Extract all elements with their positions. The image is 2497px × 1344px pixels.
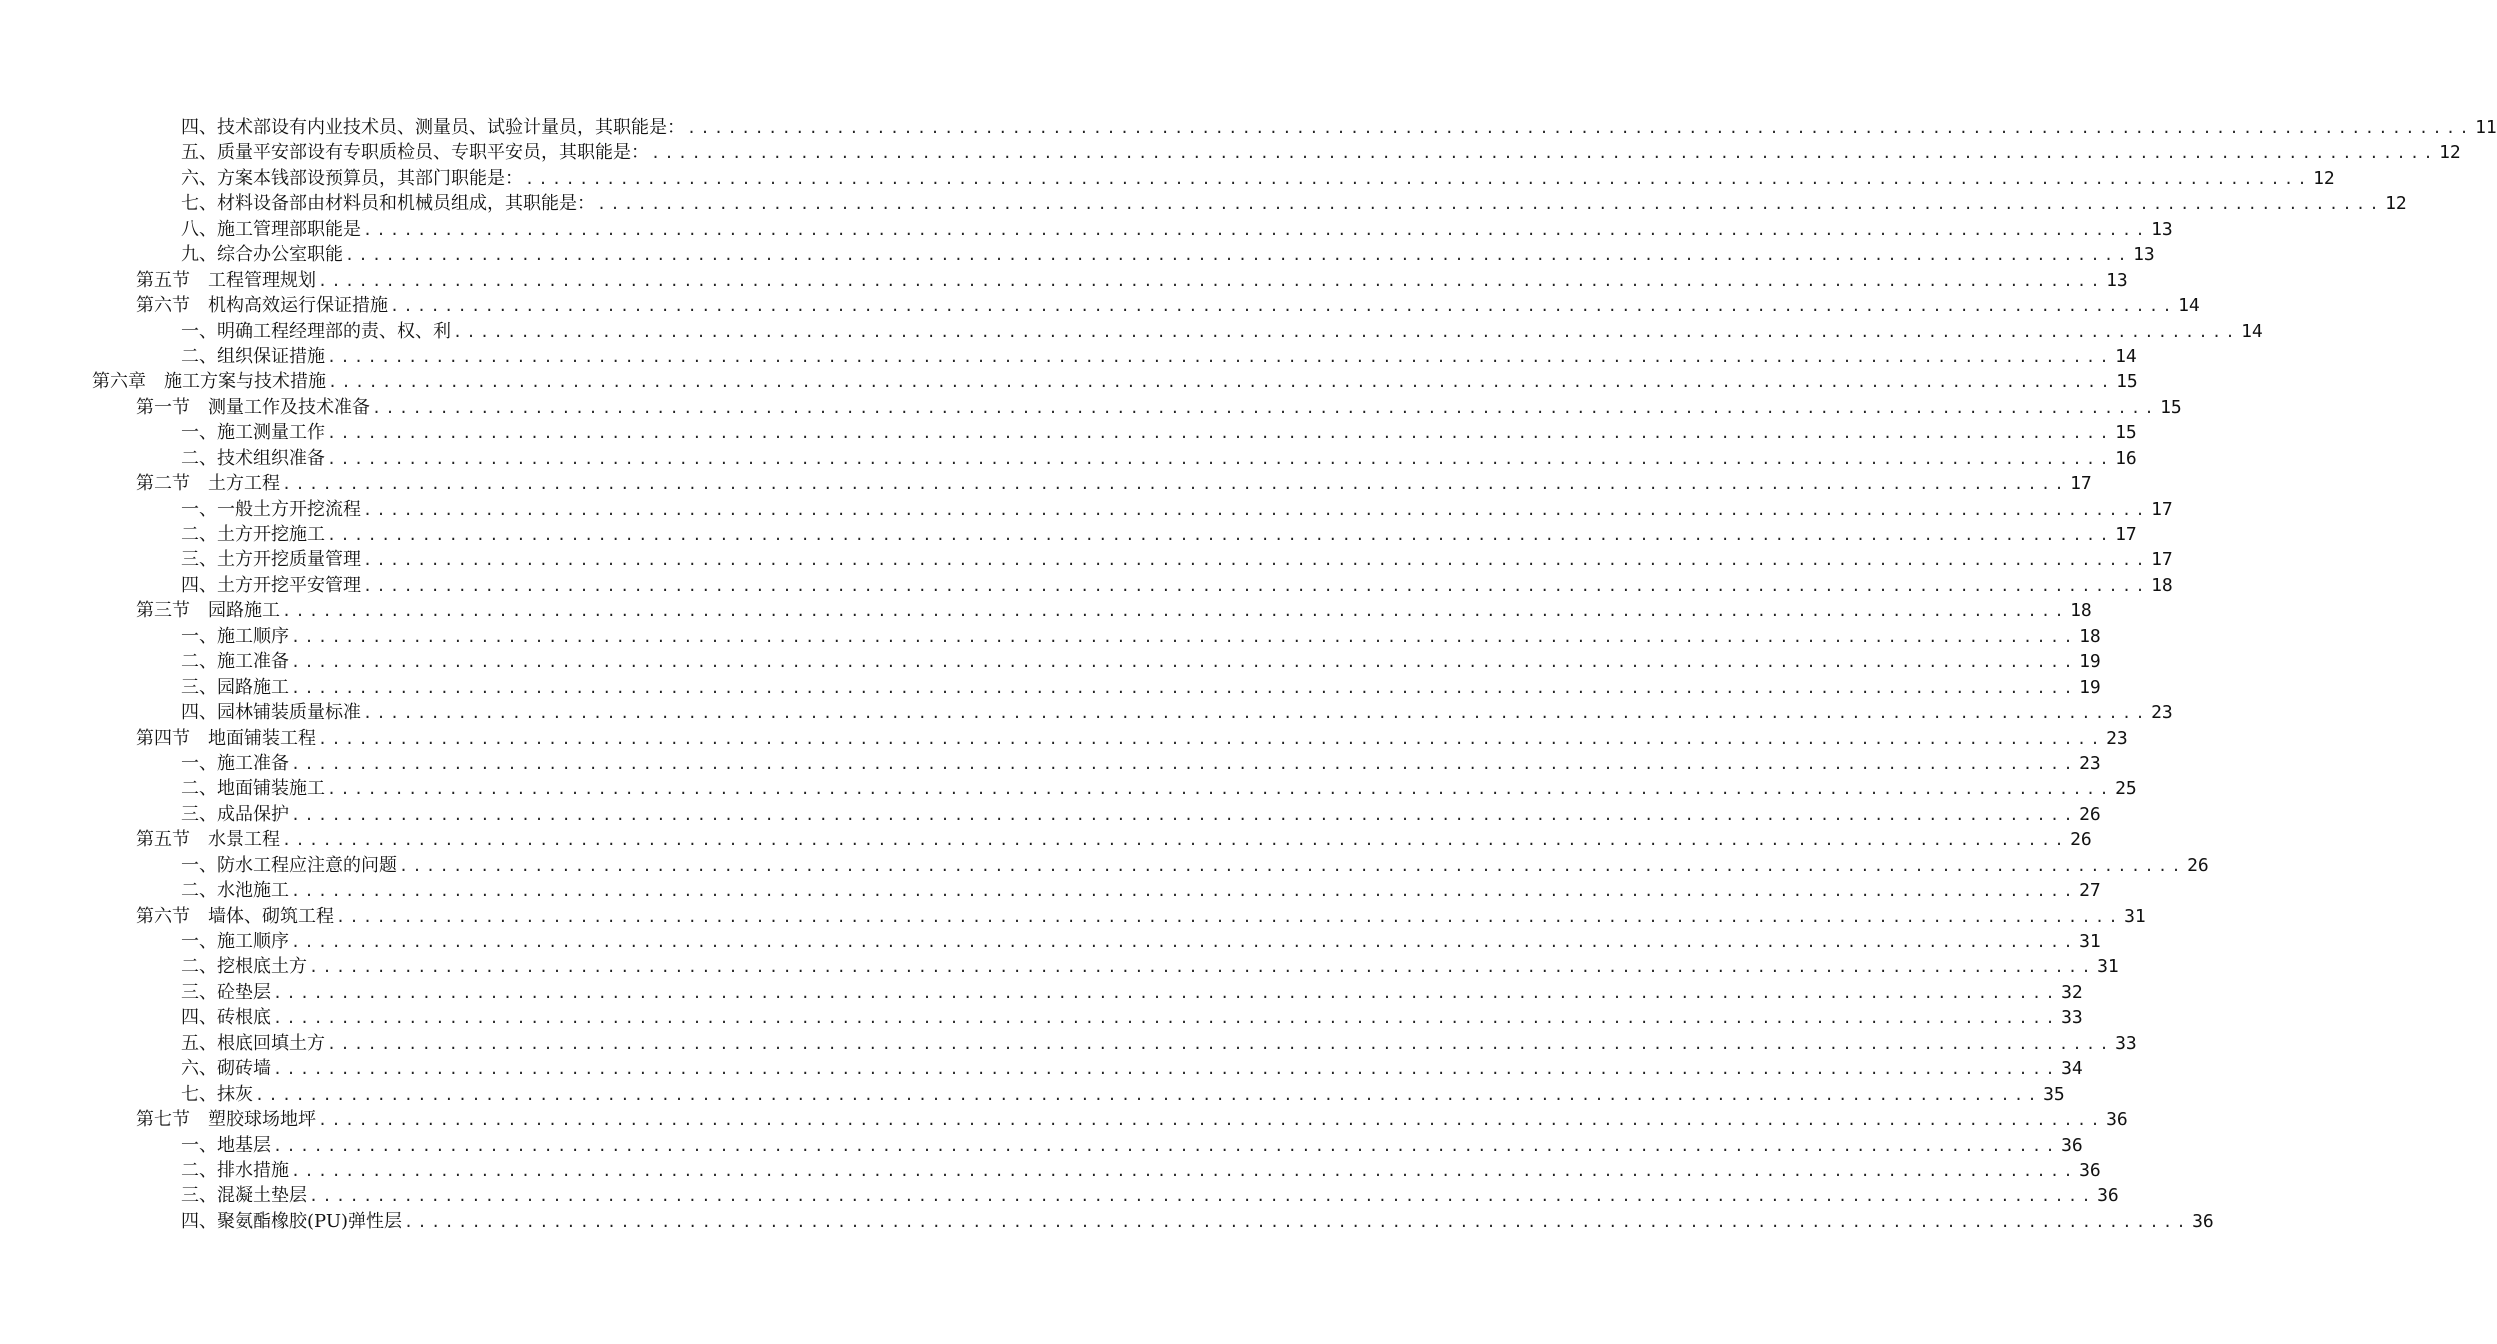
toc-dot-leader: .................................................................................................................................... bbox=[327, 347, 2114, 366]
toc-entry-19[interactable] bbox=[0, 573, 2173, 598]
toc-entry-37[interactable] bbox=[0, 1031, 2137, 1056]
toc-entry-3[interactable] bbox=[0, 166, 2335, 191]
toc-dot-leader: .................................................................................................................................... bbox=[291, 882, 2078, 901]
toc-dot-leader: .................................................................................................................................... bbox=[363, 500, 2150, 519]
toc-entry-page-number: 25 bbox=[2115, 778, 2137, 800]
toc-entry-24[interactable] bbox=[0, 700, 2173, 725]
toc-dot-leader: .................................................................................................................................... bbox=[651, 144, 2438, 163]
toc-entry-title: 三、砼垫层 bbox=[181, 981, 271, 1003]
toc-entry-title: 三、混凝土垫层 bbox=[181, 1185, 307, 1207]
toc-entry-32[interactable] bbox=[0, 904, 2146, 929]
toc-dot-leader: .................................................................................................................................... bbox=[291, 805, 2078, 824]
toc-entry-line bbox=[136, 268, 2128, 294]
toc-entry-page-number: 31 bbox=[2097, 956, 2119, 978]
toc-entry-28[interactable] bbox=[0, 802, 2101, 827]
toc-entry-title: 第四节 地面铺装工程 bbox=[136, 727, 316, 749]
toc-entry-26[interactable] bbox=[0, 751, 2101, 776]
toc-entry-line bbox=[181, 1005, 2083, 1031]
toc-entry-12[interactable] bbox=[0, 395, 2182, 420]
toc-entry-title: 二、组织保证措施 bbox=[181, 345, 325, 367]
toc-dot-leader: .................................................................................................................................... bbox=[372, 398, 2159, 417]
toc-entry-title: 第一节 测量工作及技术准备 bbox=[136, 396, 370, 418]
toc-entry-page-number: 18 bbox=[2070, 600, 2092, 622]
toc-entry-line bbox=[181, 140, 2461, 166]
toc-dot-leader: .................................................................................................................................... bbox=[327, 1034, 2114, 1053]
toc-entry-page-number: 16 bbox=[2115, 447, 2137, 469]
toc-entry-34[interactable] bbox=[0, 954, 2119, 979]
toc-entry-11[interactable] bbox=[0, 369, 2138, 394]
toc-dot-leader: .................................................................................................................................... bbox=[404, 1212, 2191, 1231]
toc-entry-line bbox=[181, 344, 2137, 370]
toc-entry-23[interactable] bbox=[0, 675, 2101, 700]
toc-entry-line bbox=[181, 115, 2497, 141]
toc-dot-leader: .................................................................................................................................... bbox=[309, 958, 2096, 977]
toc-entry-line bbox=[92, 369, 2138, 395]
toc-entry-title: 一、施工顺序 bbox=[181, 625, 289, 647]
toc-entry-9[interactable] bbox=[0, 319, 2263, 344]
toc-dot-leader: .................................................................................................................................... bbox=[327, 424, 2114, 443]
toc-entry-page-number: 26 bbox=[2079, 803, 2101, 825]
toc-entry-line bbox=[181, 1158, 2101, 1184]
toc-dot-leader: .................................................................................................................................... bbox=[282, 602, 2069, 621]
toc-entry-title: 第六章 施工方案与技术措施 bbox=[92, 371, 326, 393]
toc-entry-line bbox=[181, 1056, 2083, 1082]
toc-dot-leader: .................................................................................................................................... bbox=[309, 1187, 2096, 1206]
toc-dot-leader: .................................................................................................................................... bbox=[597, 195, 2384, 214]
toc-dot-leader: .................................................................................................................................... bbox=[273, 1009, 2060, 1028]
toc-entry-30[interactable] bbox=[0, 853, 2209, 878]
toc-entry-page-number: 18 bbox=[2079, 625, 2101, 647]
toc-entry-title: 一、施工准备 bbox=[181, 752, 289, 774]
toc-entry-page-number: 13 bbox=[2151, 218, 2173, 240]
toc-entry-page-number: 32 bbox=[2061, 981, 2083, 1003]
toc-entry-line bbox=[181, 675, 2101, 701]
toc-entry-17[interactable] bbox=[0, 522, 2137, 547]
toc-entry-title: 五、质量平安部设有专职质检员、专职平安员，其职能是： bbox=[181, 142, 649, 164]
toc-dot-leader: .................................................................................................................................... bbox=[291, 1161, 2078, 1180]
toc-dot-leader: .................................................................................................................................... bbox=[399, 856, 2186, 875]
toc-entry-title: 二、土方开挖施工 bbox=[181, 524, 325, 545]
toc-dot-leader: .................................................................................................................................... bbox=[453, 322, 2240, 341]
toc-entry-page-number: 35 bbox=[2043, 1083, 2065, 1105]
toc-entry-25[interactable] bbox=[0, 726, 2128, 751]
toc-entry-40[interactable] bbox=[0, 1107, 2128, 1132]
toc-entry-title: 三、园路施工 bbox=[181, 676, 289, 698]
toc-entry-title: 第三节 园路施工 bbox=[136, 600, 280, 622]
toc-entry-title: 第五节 水景工程 bbox=[136, 829, 280, 851]
toc-entry-line bbox=[181, 802, 2101, 828]
toc-entry-page-number: 12 bbox=[2439, 142, 2461, 164]
toc-entry-line bbox=[181, 853, 2209, 879]
toc-entry-line bbox=[181, 242, 2155, 268]
toc-entry-line bbox=[181, 980, 2083, 1006]
toc-entry-line bbox=[181, 1183, 2119, 1209]
toc-entry-title: 一、施工测量工作 bbox=[181, 422, 325, 444]
toc-dot-leader: .................................................................................................................................... bbox=[327, 526, 2114, 544]
toc-entry-7[interactable] bbox=[0, 268, 2128, 293]
toc-entry-page-number: 14 bbox=[2241, 320, 2263, 342]
toc-entry-page-number: 36 bbox=[2061, 1134, 2083, 1156]
toc-entry-line bbox=[181, 217, 2173, 243]
toc-dot-leader: .................................................................................................................................... bbox=[390, 297, 2177, 316]
toc-entry-21[interactable] bbox=[0, 624, 2101, 649]
toc-entry-page-number: 36 bbox=[2192, 1210, 2214, 1232]
toc-entry-page-number: 19 bbox=[2079, 676, 2101, 698]
toc-dot-leader: .................................................................................................................................... bbox=[687, 119, 2474, 137]
toc-entry-line bbox=[181, 446, 2137, 472]
toc-entry-27[interactable] bbox=[0, 776, 2137, 801]
toc-entry-41[interactable] bbox=[0, 1133, 2083, 1158]
toc-entry-title: 三、成品保护 bbox=[181, 803, 289, 825]
toc-entry-title: 二、水池施工 bbox=[181, 880, 289, 902]
toc-entry-line bbox=[181, 624, 2101, 650]
toc-entry-page-number: 14 bbox=[2178, 295, 2200, 317]
toc-entry-page-number: 17 bbox=[2151, 498, 2173, 520]
toc-entry-page-number: 15 bbox=[2115, 422, 2137, 444]
toc-entry-line bbox=[181, 700, 2173, 726]
toc-dot-leader: .................................................................................................................................... bbox=[318, 271, 2105, 290]
toc-dot-leader: .................................................................................................................................... bbox=[282, 831, 2069, 850]
toc-entry-line bbox=[136, 1107, 2128, 1133]
toc-entry-line bbox=[136, 471, 2092, 497]
toc-entry-20[interactable] bbox=[0, 598, 2092, 623]
toc-entry-page-number: 34 bbox=[2061, 1058, 2083, 1080]
toc-entry-page-number: 23 bbox=[2106, 727, 2128, 749]
toc-entry-line bbox=[181, 319, 2263, 345]
toc-entry-page-number: 31 bbox=[2124, 905, 2146, 927]
toc-entry-line bbox=[136, 395, 2182, 421]
toc-entry-title: 第六节 墙体、砌筑工程 bbox=[136, 905, 334, 927]
toc-entry-page-number: 31 bbox=[2079, 931, 2101, 952]
toc-entry-page-number: 36 bbox=[2079, 1159, 2101, 1181]
toc-entry-title: 第五节 工程管理规划 bbox=[136, 269, 316, 291]
toc-entry-line bbox=[181, 420, 2137, 446]
toc-entry-line bbox=[181, 751, 2101, 777]
toc-entry-page-number: 36 bbox=[2097, 1185, 2119, 1207]
toc-entry-page-number: 23 bbox=[2079, 752, 2101, 774]
table-of-contents bbox=[0, 115, 2497, 1234]
toc-dot-leader: .................................................................................................................................... bbox=[273, 983, 2060, 1002]
toc-entry-title: 六、砌砖墙 bbox=[181, 1058, 271, 1080]
toc-dot-leader: .................................................................................................................................... bbox=[318, 1111, 2105, 1130]
toc-entry-line bbox=[181, 1133, 2083, 1159]
toc-entry-16[interactable] bbox=[0, 497, 2173, 522]
toc-entry-title: 四、园林铺装质量标准 bbox=[181, 702, 361, 724]
toc-entry-38[interactable] bbox=[0, 1056, 2083, 1081]
toc-entry-title: 一、防水工程应注意的问题 bbox=[181, 854, 397, 876]
toc-dot-leader: .................................................................................................................................... bbox=[363, 220, 2150, 239]
toc-entry-line bbox=[136, 904, 2146, 930]
toc-entry-2[interactable] bbox=[0, 140, 2461, 165]
toc-entry-line bbox=[181, 547, 2173, 573]
toc-entry-title: 第二节 土方工程 bbox=[136, 473, 280, 495]
toc-dot-leader: .................................................................................................................................... bbox=[363, 576, 2150, 595]
toc-entry-4[interactable] bbox=[0, 191, 2407, 216]
toc-entry-22[interactable] bbox=[0, 649, 2101, 674]
toc-entry-title: 四、技术部设有内业技术员、测量员、试验计量员，其职能是： bbox=[181, 117, 685, 138]
toc-dot-leader: .................................................................................................................................... bbox=[291, 627, 2078, 646]
toc-entry-line bbox=[181, 1031, 2137, 1057]
toc-entry-title: 四、砖根底 bbox=[181, 1007, 271, 1029]
toc-entry-title: 七、材料设备部由材料员和机械员组成，其职能是： bbox=[181, 193, 595, 215]
toc-entry-title: 四、土方开挖平安管理 bbox=[181, 574, 361, 596]
toc-entry-title: 二、施工准备 bbox=[181, 651, 289, 673]
toc-entry-page-number: 13 bbox=[2133, 244, 2155, 266]
toc-entry-title: 一、明确工程经理部的责、权、利 bbox=[181, 320, 451, 342]
toc-entry-page-number: 23 bbox=[2151, 702, 2173, 724]
toc-dot-leader: .................................................................................................................................... bbox=[525, 169, 2312, 188]
toc-dot-leader: .................................................................................................................................... bbox=[345, 246, 2132, 265]
toc-entry-page-number: 17 bbox=[2070, 473, 2092, 495]
toc-entry-title: 二、挖根底土方 bbox=[181, 956, 307, 978]
toc-entry-page-number: 26 bbox=[2070, 829, 2092, 851]
toc-entry-title: 二、地面铺装施工 bbox=[181, 778, 325, 800]
toc-entry-title: 五、根底回填土方 bbox=[181, 1032, 325, 1054]
toc-entry-page-number: 19 bbox=[2079, 651, 2101, 673]
toc-dot-leader: .................................................................................................................................... bbox=[363, 551, 2150, 570]
toc-dot-leader: .................................................................................................................................... bbox=[318, 729, 2105, 748]
toc-entry-line bbox=[181, 649, 2101, 675]
toc-entry-14[interactable] bbox=[0, 446, 2137, 471]
toc-entry-29[interactable] bbox=[0, 827, 2092, 852]
toc-entry-page-number: 11 bbox=[2475, 117, 2497, 138]
toc-dot-leader: .................................................................................................................................... bbox=[282, 475, 2069, 494]
toc-entry-line bbox=[181, 166, 2335, 192]
toc-entry-line bbox=[181, 522, 2137, 548]
toc-entry-page-number: 12 bbox=[2313, 167, 2335, 189]
toc-entry-10[interactable] bbox=[0, 344, 2137, 369]
toc-entry-5[interactable] bbox=[0, 217, 2173, 242]
toc-entry-1[interactable] bbox=[0, 115, 2497, 140]
toc-entry-line bbox=[136, 598, 2092, 624]
toc-entry-title: 一、施工顺序 bbox=[181, 931, 289, 952]
toc-entry-line bbox=[181, 573, 2173, 599]
toc-entry-44[interactable] bbox=[0, 1209, 2214, 1234]
toc-entry-title: 一、一般土方开挖流程 bbox=[181, 498, 361, 520]
toc-dot-leader: .................................................................................................................................... bbox=[291, 933, 2078, 951]
toc-entry-page-number: 12 bbox=[2385, 193, 2407, 215]
toc-entry-page-number: 15 bbox=[2116, 371, 2138, 393]
toc-entry-title: 八、施工管理部职能是 bbox=[181, 218, 361, 240]
toc-dot-leader: .................................................................................................................................... bbox=[328, 373, 2115, 392]
toc-entry-line bbox=[136, 726, 2128, 752]
toc-entry-line bbox=[181, 497, 2173, 523]
toc-entry-line bbox=[181, 878, 2101, 904]
toc-entry-line bbox=[181, 1209, 2214, 1235]
toc-entry-line bbox=[181, 191, 2407, 217]
toc-entry-line bbox=[181, 776, 2137, 802]
toc-entry-line bbox=[181, 1082, 2065, 1108]
toc-entry-title: 九、综合办公室职能 bbox=[181, 244, 343, 266]
toc-entry-13[interactable] bbox=[0, 420, 2137, 445]
toc-entry-15[interactable] bbox=[0, 471, 2092, 496]
toc-entry-page-number: 17 bbox=[2151, 549, 2173, 571]
toc-entry-page-number: 33 bbox=[2115, 1032, 2137, 1054]
toc-entry-39[interactable] bbox=[0, 1082, 2065, 1107]
toc-dot-leader: .................................................................................................................................... bbox=[291, 754, 2078, 773]
toc-entry-35[interactable] bbox=[0, 980, 2083, 1005]
toc-dot-leader: .................................................................................................................................... bbox=[291, 678, 2078, 697]
toc-entry-title: 第六节 机构高效运行保证措施 bbox=[136, 295, 388, 317]
toc-entry-line bbox=[136, 827, 2092, 853]
toc-entry-title: 二、技术组织准备 bbox=[181, 447, 325, 469]
toc-entry-18[interactable] bbox=[0, 547, 2173, 572]
toc-entry-line bbox=[181, 929, 2101, 955]
toc-entry-43[interactable] bbox=[0, 1183, 2119, 1208]
toc-entry-42[interactable] bbox=[0, 1158, 2101, 1183]
toc-entry-page-number: 33 bbox=[2061, 1007, 2083, 1029]
toc-entry-title: 三、土方开挖质量管理 bbox=[181, 549, 361, 571]
toc-dot-leader: .................................................................................................................................... bbox=[255, 1085, 2042, 1104]
toc-entry-title: 二、排水措施 bbox=[181, 1159, 289, 1181]
toc-entry-line bbox=[136, 293, 2200, 319]
toc-entry-title: 第七节 塑胶球场地坪 bbox=[136, 1109, 316, 1131]
toc-entry-page-number: 17 bbox=[2115, 524, 2137, 545]
toc-dot-leader: .................................................................................................................................... bbox=[363, 704, 2150, 723]
toc-entry-page-number: 27 bbox=[2079, 880, 2101, 902]
toc-entry-33[interactable] bbox=[0, 929, 2101, 954]
toc-dot-leader: .................................................................................................................................... bbox=[327, 449, 2114, 468]
toc-entry-8[interactable] bbox=[0, 293, 2200, 318]
toc-entry-page-number: 13 bbox=[2106, 269, 2128, 291]
toc-dot-leader: .................................................................................................................................... bbox=[273, 1060, 2060, 1079]
toc-dot-leader: .................................................................................................................................... bbox=[336, 907, 2123, 926]
toc-dot-leader: .................................................................................................................................... bbox=[291, 653, 2078, 672]
toc-entry-6[interactable] bbox=[0, 242, 2155, 267]
toc-entry-title: 六、方案本钱部设预算员，其部门职能是： bbox=[181, 167, 523, 189]
toc-entry-36[interactable] bbox=[0, 1005, 2083, 1030]
toc-entry-title: 四、聚氨酯橡胶(PU)弹性层 bbox=[181, 1210, 403, 1232]
toc-dot-leader: .................................................................................................................................... bbox=[327, 780, 2114, 799]
toc-entry-title: 七、抹灰 bbox=[181, 1083, 253, 1105]
toc-dot-leader: .................................................................................................................................... bbox=[273, 1136, 2060, 1155]
toc-entry-title: 一、地基层 bbox=[181, 1134, 271, 1156]
toc-entry-page-number: 36 bbox=[2106, 1109, 2128, 1131]
toc-entry-31[interactable] bbox=[0, 878, 2101, 903]
toc-entry-page-number: 26 bbox=[2187, 854, 2209, 876]
toc-entry-page-number: 18 bbox=[2151, 574, 2173, 596]
toc-entry-page-number: 14 bbox=[2115, 345, 2137, 367]
toc-entry-page-number: 15 bbox=[2160, 396, 2182, 418]
toc-entry-line bbox=[181, 954, 2119, 980]
